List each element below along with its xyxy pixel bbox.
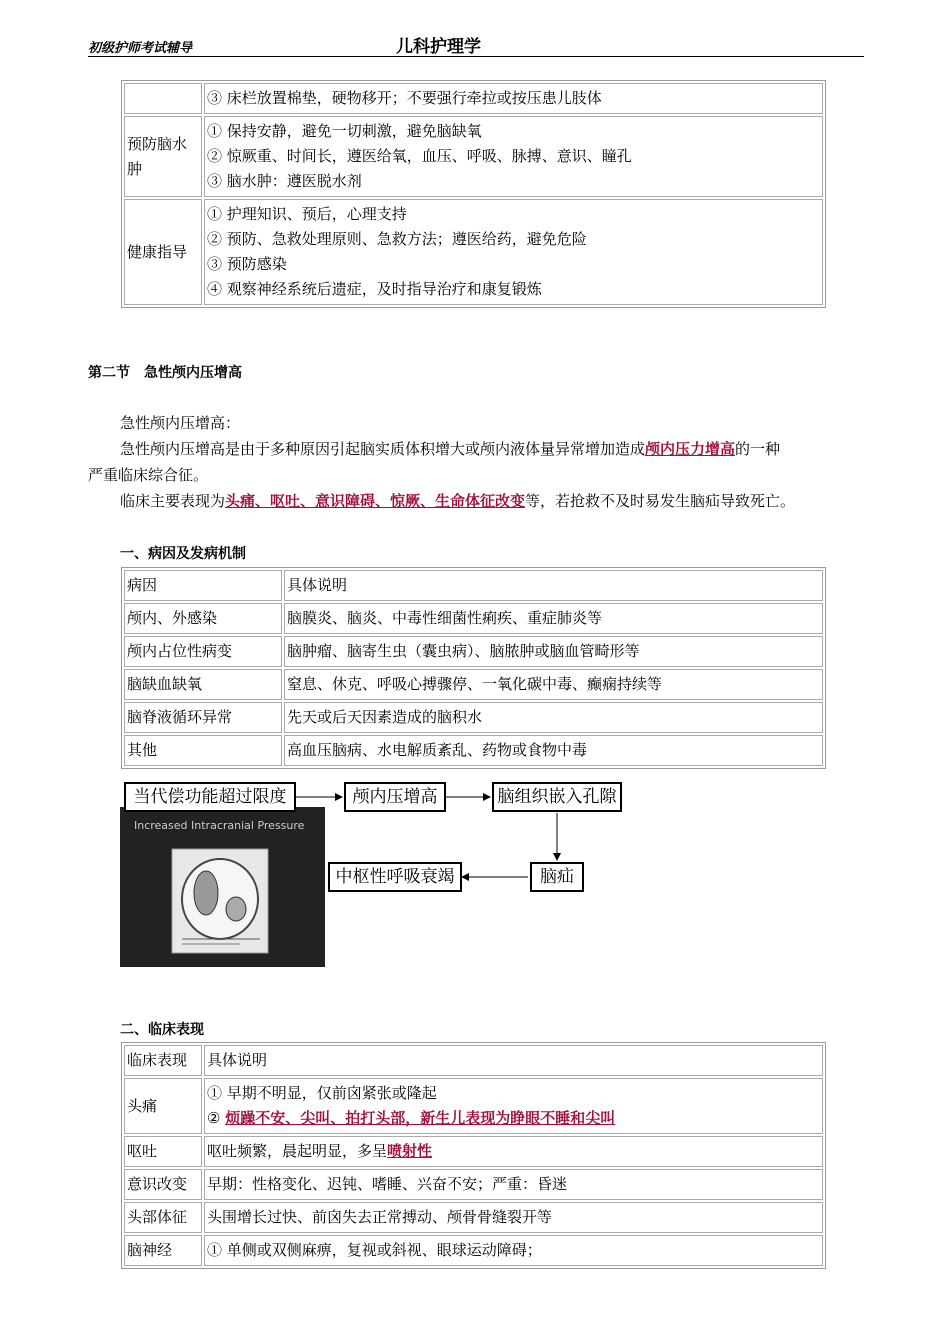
flow-box-respiratory: 中枢性呼吸衰竭 — [328, 862, 462, 892]
cell: 窒息、休克、呼吸心搏骤停、一氧化碳中毒、癫痫持续等 — [284, 669, 823, 700]
cell: 头围增长过快、前囟失去正常搏动、颅骨骨缝裂开等 — [204, 1202, 823, 1233]
symptoms-paragraph: 临床主要表现为头痛、呕吐、意识障碍、惊厥、生命体征改变等，若抢救不及时易发生脑疝导致死亡。 — [120, 492, 796, 510]
line: ④ 观察神经系统后遗症，及时指导治疗和康复锻炼 — [207, 280, 542, 298]
cell: 脑神经 — [124, 1235, 202, 1266]
table-row — [124, 1136, 823, 1167]
header-cell: 临床表现 — [124, 1045, 202, 1076]
table-row — [124, 669, 823, 700]
cell: 高血压脑病、水电解质紊乱、药物或食物中毒 — [284, 735, 823, 766]
table-row — [124, 735, 823, 766]
brain-illustration — [120, 807, 325, 967]
line: ③ 脑水肿：遵医脱水剂 — [207, 172, 362, 190]
cell: 头痛 — [124, 1078, 202, 1134]
intro-paragraph-cont: 严重临床综合征。 — [88, 466, 209, 484]
table-row — [124, 1169, 823, 1200]
row-content — [204, 83, 823, 114]
row-label: 预防脑水肿 — [124, 116, 202, 197]
table-row — [124, 199, 823, 305]
cell: 颅内占位性病变 — [124, 636, 282, 667]
cell: 早期：性格变化、迟钝、嗜睡、兴奋不安；严重：昏迷 — [204, 1169, 823, 1200]
header-left: 初级护师考试辅导 — [88, 41, 193, 56]
clinical-table — [121, 1042, 826, 1269]
line: ③ 预防感染 — [207, 255, 287, 273]
nursing-table — [121, 80, 826, 308]
brain-photo — [120, 807, 325, 967]
highlight: 烦躁不安、尖叫、拍打头部，新生儿表现为睁眼不睡和尖叫 — [225, 1109, 616, 1127]
section-title: 第二节 急性颅内压增高 — [88, 365, 242, 381]
line: ① 保持安静，避免一切刺激，避免脑缺氧 — [207, 122, 482, 140]
cell: 呕吐频繁，晨起明显，多呈喷射性 — [204, 1136, 823, 1167]
row-label: 健康指导 — [124, 199, 202, 305]
line: ② 预防、急救处理原则、急救方法；遵医给药，避免危险 — [207, 230, 587, 248]
header-rule — [88, 56, 864, 57]
subsection-title: 一、病因及发病机制 — [120, 546, 246, 562]
row-label — [124, 83, 202, 114]
flow-box-icp: 颅内压增高 — [344, 782, 446, 812]
table-row — [124, 636, 823, 667]
cell: 颅内、外感染 — [124, 603, 282, 634]
intro-paragraph: 急性颅内压增高是由于多种原因引起脑实质体积增大或颅内液体量异常增加造成颅内压力增高的一种 — [120, 440, 781, 458]
flow-box-compensation: 当代偿功能超过限度 — [124, 782, 296, 812]
cell: 脑肿瘤、脑寄生虫（囊虫病）、脑脓肿或脑血管畸形等 — [284, 636, 823, 667]
etiology-table — [121, 567, 826, 769]
line: ② 惊厥重、时间长，遵医给氧，血压、呼吸、脉搏、意识、瞳孔 — [207, 147, 632, 165]
cell: 呕吐 — [124, 1136, 202, 1167]
table-row — [124, 1202, 823, 1233]
header-cell: 具体说明 — [284, 570, 823, 601]
line: ② 烦躁不安、尖叫、拍打头部，新生儿表现为睁眼不睡和尖叫 — [207, 1109, 616, 1127]
subsection-title: 二、临床表现 — [120, 1022, 204, 1038]
table-header-row — [124, 570, 823, 601]
table-row — [124, 116, 823, 197]
cell: 脑膜炎、脑炎、中毒性细菌性痢疾、重症肺炎等 — [284, 603, 823, 634]
table-row — [124, 603, 823, 634]
flow-box-herniation: 脑疝 — [530, 862, 584, 892]
row-content — [204, 116, 823, 197]
table-row — [124, 1235, 823, 1266]
highlight: 头痛、呕吐、意识障碍、惊厥、生命体征改变 — [225, 492, 526, 510]
header-cell: 具体说明 — [204, 1045, 823, 1076]
intro-heading: 急性颅内压增高： — [120, 414, 241, 432]
cell: 先天或后天因素造成的脑积水 — [284, 702, 823, 733]
line: ① 护理知识、预后，心理支持 — [207, 205, 407, 223]
cell: 意识改变 — [124, 1169, 202, 1200]
highlight: 颅内压力增高 — [645, 440, 736, 458]
table-row — [124, 83, 823, 114]
line: ③ 床栏放置棉垫，硬物移开；不要强行牵拉或按压患儿肢体 — [207, 89, 602, 107]
table-row — [124, 702, 823, 733]
line: ① 早期不明显，仅前囟紧张或隆起 — [207, 1084, 437, 1102]
cell — [204, 1078, 823, 1134]
header-title: 儿科护理学 — [396, 37, 481, 57]
table-header-row — [124, 1045, 823, 1076]
photo-title: Increased Intracranial Pressure — [134, 819, 305, 832]
flow-diagram — [120, 777, 640, 969]
table-row — [124, 1078, 823, 1134]
row-content — [204, 199, 823, 305]
cell: 脑脊液循环异常 — [124, 702, 282, 733]
header-cell: 病因 — [124, 570, 282, 601]
highlight: 喷射性 — [387, 1142, 433, 1160]
flow-box-tissue: 脑组织嵌入孔隙 — [492, 782, 622, 812]
cell: 脑缺血缺氧 — [124, 669, 282, 700]
cell: 头部体征 — [124, 1202, 202, 1233]
cell: 其他 — [124, 735, 282, 766]
cell: ① 单侧或双侧麻痹，复视或斜视、眼球运动障碍； — [204, 1235, 823, 1266]
